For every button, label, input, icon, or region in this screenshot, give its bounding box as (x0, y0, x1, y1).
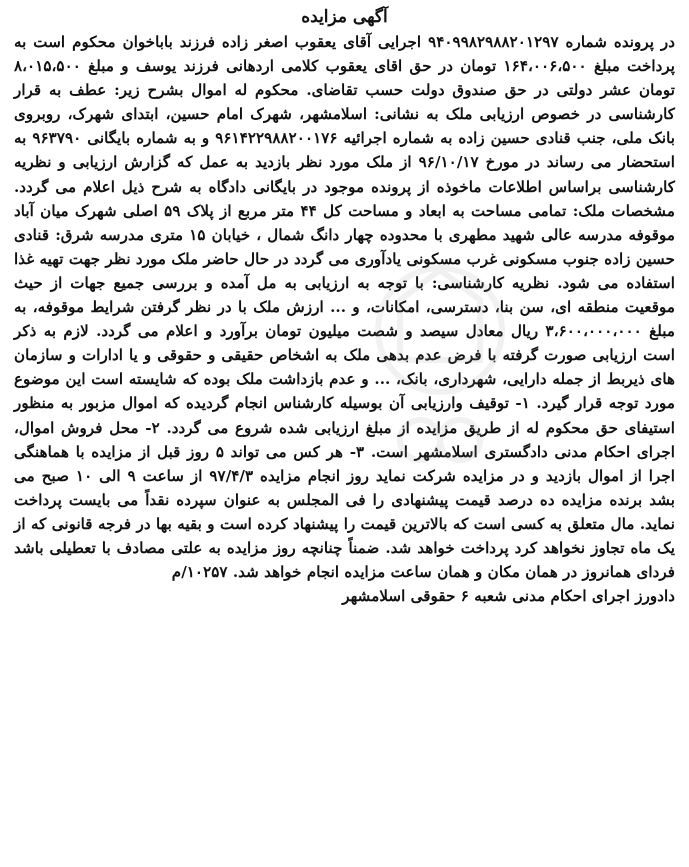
notice-paragraph-1: در پرونده شماره ۹۴۰۹۹۸۲۹۸۸۲۰۱۲۹۷ اجرایی آقای یعقوب اصغر زاده فرزند باباخوان محکوم است به پرداخت مبلغ ۱۶۴،۰۰۶،۵۰۰ تومان در حق اقای یعقوب کلامی اردهانی فرزند یوسف و مبلغ ۸،۰۱۵،۵۰۰ تومان عشر دولتی در حق صندوق دولت حسب تقاضای. (14, 33, 676, 100)
notice-title: آگهی مزایده (301, 7, 388, 27)
notice-body (14, 30, 675, 584)
notice-paragraph-2: محکوم له اموال بشرح زیر: عطف به قرار کارشناسی در خصوص ارزیابی ملک به نشانی: اسلامشهر، شهرک امام حسین، ابتدای شهرک، روبروی بانک ملی، جنب قنادی حسین زاده به شماره اجرائیه ۹۶۱۴۲۲۹۸۸۲۰۰۱۷۶ و به شماره بایگانی ۹۶۳۷۹۰ به استحضار می رساند در مورخ ۹۶/۱۰/۱۷ از ملک مورد نظر بازدید به عمل که گزارش ارزیابی و نظریه کارشناسی براساس اطلاعات ماخوذه از پرونده موجود در بایگانی دادگاه به شرح ذیل اعلام می گردد. مشخصات ملک: تمامی مساحت به ابعاد و مساحت کل ۴۴ متر مربع از پلاک ۵۹ اصلی شهرک میان آباد موقوفه مدرسه عالی شهید مطهری با محدوده چهار دانگ شمال ، خیابان ۱۵ متری مدرسه شرق: قنادی حسین زاده جنوب مسکونی غرب مسکونی یادآوری می گردد در حال حاضر ملک مورد نظر جهت تهیه غذا استفاده می شود. نظریه کارشناسی: با توجه به ارزیابی به مل آمده و بررسی جمیع جهات از حیث موقعیت منطقه ای، سن بنا، دسترسی، امکانات، و ... ارزش ملک با در نظر گرفتن شرایط موقوفه، به مبلغ ۳،۶۰۰،۰۰۰،۰۰۰ ریال معادل سیصد و شصت میلیون تومان برآورد و اعلام می گردد. لازم به ذکر است ارزیابی صورت گرفته با فرض عدم بدهی ملک به اشخاص حقیقی و حقوقی و یا ادارات و سازمان های ذیربط از جمله دارایی، شهرداری، بانک، ... و عدم بازداشت ملک بوده که شایسته است این موضوع مورد توجه قرار گیرد. ۱- توقیف وارزیابی آن بوسیله کارشناس انجام گردیده که اموال مزبور به منظور استیفای حق محکوم له از طریق مزایده از مبلغ ارزیابی شده شروع می گردد. ۲- محل فروش اموال، اجرای احکام مدنی دادگستری اسلامشهر است. ۳- هر کس می تواند ۵ روز قبل از مزایده با هماهنگی اجرا از اموال بازدید و در مزایده شرکت نماید روز انجام مزایده ۹۷/۴/۳ از ساعت ۹ الی ۱۰ صبح می بشد برنده مزایده ده درصد قیمت پیشنهادی را فی المجلس به عنوان سپرده نقداً می بایست پرداخت نماید. مال متعلق به کسی است که بالاترین قیمت را پیشنهاد کرده است و بقیه بها در فرجه قانونی که از یک ماه تجاوز نخواهد کرد پرداخت خواهد شد. ضمناً چنانچه روز مزایده به علتی مصادف با تعطیلی باشد فردای همانروز در همان مکان و همان ساعت مزایده انجام خواهد شد. ۱۰۲۵۷/م (14, 81, 676, 582)
notice-signature: دادورز اجرای احکام مدنی شعبه ۶ حقوقی اسلامشهر (342, 587, 675, 606)
